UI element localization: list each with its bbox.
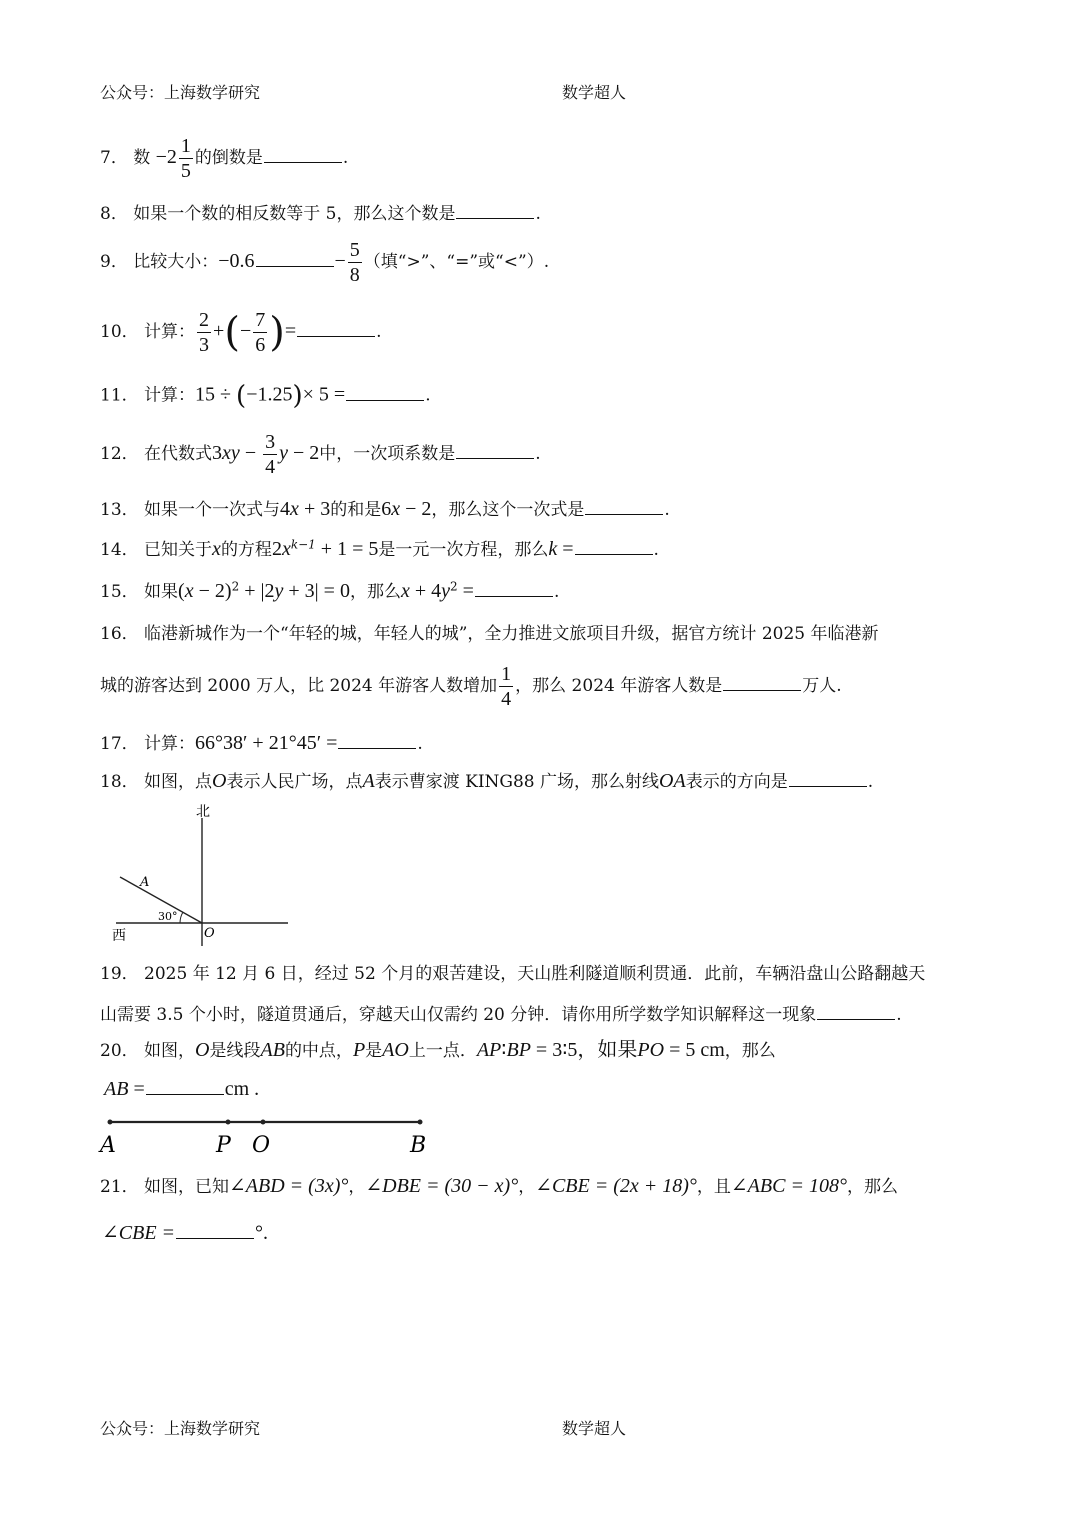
- point-b: [418, 1120, 423, 1125]
- q20-ratio-colon: ∶: [501, 1039, 507, 1061]
- question-20: [100, 1040, 776, 1060]
- q13-text-2: 的和是: [330, 500, 382, 520]
- q21-angle-cbe: ∠CBE = (2x + 18)°: [535, 1175, 697, 1197]
- q18-text-2: 表示人民广场，点: [226, 772, 363, 792]
- q7-math: −2: [155, 146, 177, 168]
- q12-text-2: 中，一次项系数是: [319, 444, 456, 464]
- q15-var-x: x: [184, 580, 194, 602]
- q15-math-3: + 3| = 0: [283, 580, 350, 602]
- answer-blank: [723, 674, 801, 691]
- q20-text-3: 的中点，: [284, 1041, 353, 1061]
- point-p: [226, 1120, 231, 1125]
- question-number: 9．: [100, 252, 128, 272]
- fraction-numerator: 1: [180, 135, 191, 157]
- q18-text-4: 表示的方向是: [685, 772, 788, 792]
- fraction-denominator: 8: [349, 264, 360, 286]
- question-9: 9． 比较大小：−0.6 − $\frac{5}{8}$ （填“>”、“=”或“<”）.: [100, 239, 550, 286]
- question-number: 14．: [100, 540, 139, 560]
- question-16-line-2: [100, 664, 842, 709]
- answer-blank: [176, 1222, 254, 1239]
- question-17: 17． 计算：66°38′ + 21°45′ = .: [100, 732, 423, 754]
- q15-var-y2: y: [441, 580, 451, 602]
- fraction-numerator: 7: [255, 309, 266, 331]
- q11-text: 计算：: [144, 385, 196, 406]
- q21-text-2: ，且: [696, 1177, 731, 1197]
- q15-equals: =: [457, 580, 474, 602]
- question-12: 12． 在代数式3xy − $\frac{3}{4}$ y − 2中，一次项系数是 .: [100, 431, 541, 478]
- question-number: 15．: [100, 582, 139, 602]
- q21-text-3: ，那么: [846, 1177, 898, 1197]
- point-o-label: O: [204, 926, 215, 941]
- fraction-denominator: 3: [199, 334, 210, 356]
- q12-text-1: 在代数式: [144, 444, 213, 464]
- q16-fraction: [499, 664, 513, 709]
- point-a-label: A: [140, 875, 150, 890]
- fraction-denominator: 6: [255, 334, 266, 356]
- right-paren: ): [269, 309, 285, 356]
- question-21: 21． 如图，已知∠ABD = (3x)°，∠DBE = (30 − x)°，∠CBE = (2x + 18)°，且∠ABC = 108°，那么: [100, 1175, 898, 1197]
- q19-line-1: 2025 年 12 月 6 日，经过 52 个月的艰苦建设，天山胜利隧道顺利贯通．此前，车辆沿盘山公路翻越天: [144, 964, 926, 984]
- q9-math-1: −0.6: [218, 250, 255, 272]
- q14-var: x: [281, 538, 291, 560]
- q13-coef-1: 4: [280, 498, 291, 520]
- q11-math-1: 15 ÷: [195, 383, 237, 406]
- q15-text-2: ，那么: [349, 582, 401, 602]
- segment-figure: [98, 1110, 438, 1158]
- q13-coef-2: 6: [381, 498, 392, 520]
- q9-text-2: （填“>”、“=”或“<”）: [363, 252, 544, 272]
- question-10: 10． 计算： $\frac{2}{3}$ +(− $\frac{7}{6}$ )= .: [100, 309, 382, 356]
- q13-var-2: x: [391, 498, 401, 520]
- q20-equals: =: [128, 1078, 145, 1100]
- q18-var-o: O: [212, 770, 227, 792]
- q10-fraction-2: [253, 310, 267, 355]
- q13-const-1: + 3: [298, 498, 331, 520]
- q21-angle-cbe-2: ∠CBE =: [102, 1222, 176, 1244]
- q20-var-bp: BP: [506, 1039, 531, 1061]
- q15-var-y: y: [274, 580, 284, 602]
- answer-blank: [346, 384, 424, 401]
- q14-math: + 1 = 5: [315, 538, 379, 560]
- q9-text-1: 比较大小：: [133, 252, 219, 272]
- q20-text-1: 如图，: [144, 1041, 196, 1061]
- question-number: 20．: [100, 1041, 139, 1061]
- q20-var-ao: AO: [382, 1039, 409, 1061]
- q16-text-1: 城的游客达到 2000 万人，比 2024 年游客人数增加: [100, 676, 498, 696]
- question-16: [100, 626, 879, 643]
- q18-var-a: A: [362, 770, 375, 792]
- q20-text-6: ，那么: [724, 1041, 776, 1061]
- answer-blank: [789, 770, 867, 787]
- angle-arc: [180, 912, 183, 923]
- q14-equals: =: [557, 538, 574, 560]
- question-14: 14． 已知关于x的方程$2x^{k-1} + 1 = 5$是一元一次方程，那么k = .: [100, 537, 659, 560]
- question-number: 11．: [100, 385, 139, 406]
- q21-angle-abc: ∠ABC = 108°: [730, 1175, 847, 1197]
- label-a: A: [100, 1133, 116, 1158]
- q20-var-ab-2: AB: [104, 1078, 129, 1100]
- q12-minus: −: [239, 442, 262, 464]
- answer-blank: [338, 732, 416, 749]
- question-number: 13．: [100, 500, 139, 520]
- q19-line-2: 山需要 3.5 个小时，隧道贯通后，穿越天山仅需约 20 分钟．请你用所学数学知识解释这一现象: [100, 1005, 817, 1025]
- q15-paren: (: [178, 580, 185, 602]
- footer-right: 数学超人: [562, 1419, 627, 1438]
- q13-const-2: − 2: [400, 498, 432, 520]
- q14-var-x: x: [212, 538, 221, 560]
- answer-blank: [256, 250, 334, 267]
- answer-blank: [817, 1003, 895, 1020]
- q7-text-1: 数: [133, 148, 151, 168]
- q20-var-o: O: [195, 1039, 210, 1061]
- q13-var-1: x: [290, 498, 299, 520]
- header-left: 公众号：上海数学研究: [100, 83, 261, 102]
- right-paren: ): [292, 381, 303, 411]
- fraction-numerator: 2: [199, 309, 210, 331]
- question-13: 13． 如果一个一次式与4x + 3的和是6x − 2，那么这个一次式是 .: [100, 498, 670, 520]
- q14-coef: 2: [271, 538, 282, 560]
- label-b: B: [410, 1133, 427, 1158]
- q15-exponent-2: 2: [450, 579, 458, 594]
- question-21-line-2: [102, 1222, 268, 1243]
- label-p: P: [216, 1133, 231, 1158]
- answer-blank: [585, 498, 663, 515]
- q21-angle-abd: ∠ABD = (3x)°: [229, 1175, 349, 1197]
- q14-text-1: 已知关于: [144, 540, 213, 560]
- q16-text-2: ，那么 2024 年游客人数是: [515, 676, 723, 696]
- fraction-denominator: 4: [501, 688, 512, 710]
- q18-text-1: 如图，点: [144, 772, 213, 792]
- q13-text-3: ，那么这个一次式是: [431, 500, 585, 520]
- q20-math-1: = 3∶5，如果: [530, 1039, 638, 1061]
- question-8: 8． 如果一个数的相反数等于 5，那么这个数是 .: [100, 204, 541, 224]
- q17-text: 计算：: [144, 734, 196, 754]
- question-15: 15． 如果$(x - 2)^2 + |2y + 3| = 0$，那么$x + 4y^2$ = .: [100, 579, 560, 602]
- fraction-numerator: 1: [501, 663, 512, 685]
- answer-blank: [297, 320, 375, 337]
- question-number: 19．: [100, 964, 139, 984]
- q11-math-3: × 5 =: [302, 383, 346, 406]
- q21-degree: °.: [255, 1222, 269, 1244]
- q17-math: 66°38′ + 21°45′ =: [195, 732, 338, 754]
- point-o: [261, 1120, 266, 1125]
- q14-exponent: k−1: [290, 537, 316, 552]
- q11-math-2: −1.25: [246, 383, 293, 406]
- q14-var-k: k: [548, 538, 558, 560]
- fraction-numerator: 5: [349, 239, 360, 261]
- label-o: O: [252, 1133, 271, 1158]
- q10-fraction-1: [197, 310, 211, 355]
- question-number: 12．: [100, 444, 139, 464]
- q21-angle-dbe: ∠DBE = (30 − x)°: [365, 1175, 519, 1197]
- question-number: 7．: [100, 148, 128, 168]
- west-label: 西: [112, 928, 126, 944]
- q15-var-x2: x: [400, 580, 410, 602]
- q16-line-1: 临港新城作为一个“年轻的城，年轻人的城”，全力推进文旅项目升级，据官方统计 2025 年临港新: [144, 624, 879, 644]
- answer-blank: [456, 202, 534, 219]
- answer-blank: [575, 538, 653, 555]
- north-label: 北: [196, 804, 210, 820]
- q14-text-2: 的方程: [220, 540, 272, 560]
- q20-text-4: 是: [365, 1041, 383, 1061]
- q15-math-1: − 2): [193, 580, 232, 602]
- q21-text-1: 如图，已知: [144, 1177, 230, 1197]
- q16-text-3: 万人.: [802, 676, 842, 696]
- fraction-numerator: 3: [265, 431, 276, 453]
- q15-text-1: 如果: [144, 582, 179, 602]
- angle-label: 30°: [158, 910, 178, 923]
- question-number: 17．: [100, 734, 139, 754]
- q12-fraction: [263, 432, 277, 477]
- answer-blank: [264, 146, 342, 163]
- header-right: 数学超人: [562, 83, 627, 102]
- fraction-denominator: 5: [180, 160, 191, 182]
- q13-text-1: 如果一个一次式与: [144, 500, 281, 520]
- question-19: [100, 966, 925, 983]
- question-number: 16．: [100, 624, 139, 644]
- q7-text-2: 的倒数是: [194, 148, 263, 168]
- q18-text-3: 表示曹家渡 KING88 广场，那么射线: [374, 772, 660, 792]
- q20-var-ap: AP: [476, 1039, 502, 1061]
- q10-text: 计算：: [144, 322, 196, 342]
- q20-var-ab: AB: [260, 1039, 285, 1061]
- direction-figure: [108, 800, 298, 950]
- fraction-denominator: 4: [265, 456, 276, 478]
- question-11: 11． 计算：15 ÷ (−1.25)× 5 = .: [100, 381, 431, 411]
- q14-text-3: 是一元一次方程，那么: [378, 540, 549, 560]
- q15-math-4: + 4: [409, 580, 442, 602]
- q20-text-5: 上一点．: [408, 1041, 477, 1061]
- q20-var-p: P: [352, 1039, 366, 1061]
- q12-var-y: y: [279, 442, 288, 464]
- q7-fraction: [179, 136, 193, 181]
- q8-text: 如果一个数的相反数等于 5，那么这个数是: [133, 204, 456, 224]
- q9-fraction: [348, 240, 362, 285]
- question-number: 10．: [100, 322, 139, 342]
- answer-blank: [456, 442, 534, 459]
- answer-blank: [146, 1078, 224, 1095]
- question-number: 8．: [100, 204, 128, 224]
- q12-math-2: − 2: [287, 442, 320, 464]
- q18-var-oa: OA: [659, 770, 686, 792]
- q10-equals: =: [284, 320, 297, 342]
- point-a: [108, 1120, 113, 1125]
- question-20-line-2: [104, 1078, 259, 1099]
- left-paren: (: [224, 309, 240, 356]
- q10-minus: −: [239, 320, 252, 342]
- left-paren: (: [236, 381, 247, 411]
- q20-text-2: 是线段: [209, 1041, 261, 1061]
- q9-math-2: −: [334, 250, 346, 272]
- q15-exponent-1: 2: [231, 579, 240, 594]
- question-19-line-2: 山需要 3.5 个小时，隧道贯通后，穿越天山仅需约 20 分钟．请你用所学数学知识解释这一现象 .: [100, 1005, 902, 1025]
- q12-math-1: 3: [212, 442, 223, 464]
- q15-math-2: + |2: [239, 580, 275, 602]
- question-number: 18．: [100, 772, 139, 792]
- q10-plus: +: [213, 320, 225, 342]
- question-7: 7． 数 −2 $\frac{1}{5}$ 的倒数是 .: [100, 135, 349, 182]
- answer-blank: [475, 580, 553, 597]
- q20-unit: cm .: [224, 1078, 260, 1100]
- footer-left: 公众号：上海数学研究: [100, 1419, 261, 1438]
- question-number: 21．: [100, 1177, 139, 1197]
- question-18: 18． 如图，点O表示人民广场，点A表示曹家渡 KING88 广场，那么射线OA表示的方向是 .: [100, 770, 874, 792]
- q20-math-2: = 5 cm: [664, 1039, 725, 1061]
- q20-var-po: PO: [637, 1039, 665, 1061]
- q12-var-xy: xy: [222, 442, 240, 464]
